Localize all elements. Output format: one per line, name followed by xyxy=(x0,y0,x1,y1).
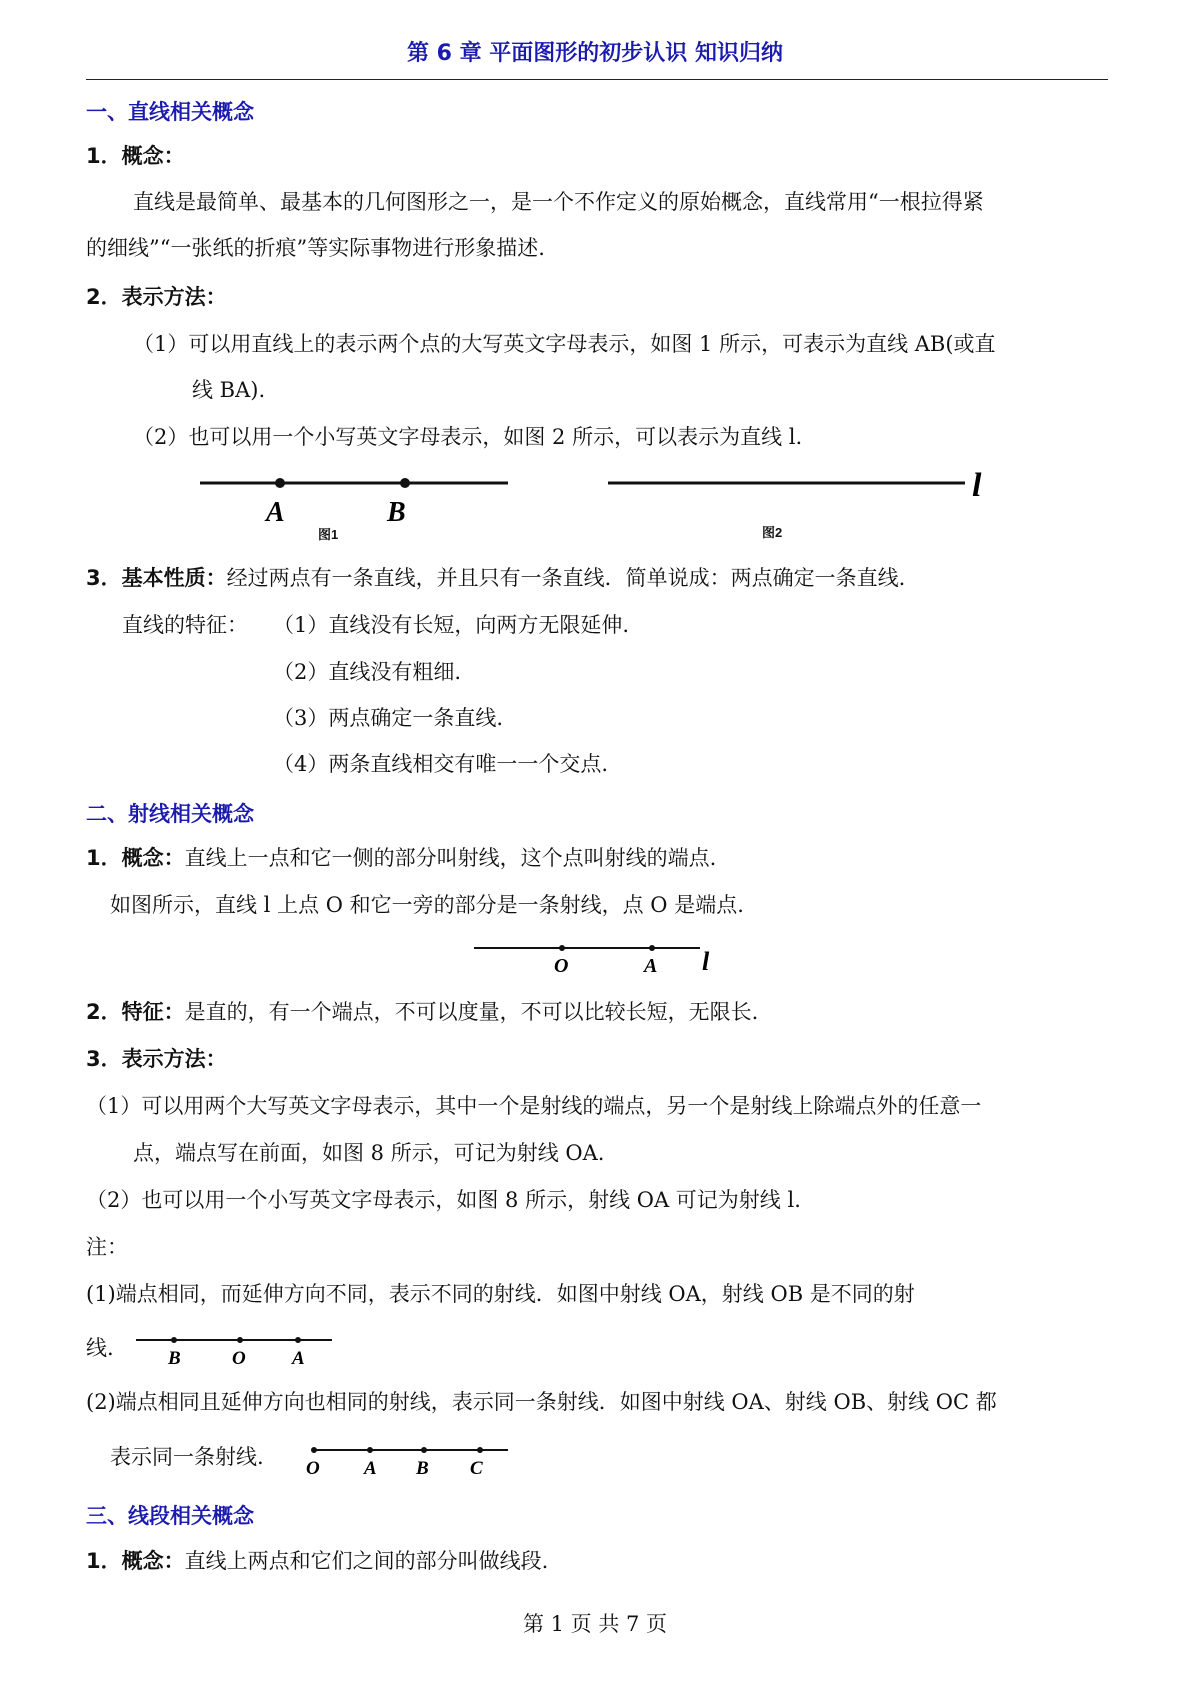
features-label: 直线的特征： xyxy=(122,613,248,637)
title-divider xyxy=(86,79,1108,80)
note-label: 注： xyxy=(86,1235,128,1259)
note2-fig-point-o xyxy=(311,1447,317,1453)
note1-fig-point-o xyxy=(237,1337,243,1343)
note1-fig-point-a xyxy=(295,1337,301,1343)
basic-property xyxy=(86,564,905,592)
page-title: 第 6 章 平面图形的初步认识 知识归纳 xyxy=(407,41,783,66)
ray-fig-label-o: O xyxy=(554,955,569,977)
segment-concept xyxy=(86,1547,548,1575)
fig1-label-b: B xyxy=(387,497,406,528)
figure-1 xyxy=(190,466,520,541)
feature-item: （2）直线没有粗细. xyxy=(273,660,462,684)
ray-fig-label-l: l xyxy=(702,947,710,976)
note2-line1: (2)端点相同且延伸方向也相同的射线，表示同一条射线．如图中射线 OA、射线 OB、射线 OC 都 xyxy=(86,1390,997,1414)
page-footer: 第 1 页 共 7 页 xyxy=(522,1612,668,1636)
ray-notation-label: 3．表示方法： xyxy=(86,1047,227,1071)
feature-item: （4）两条直线相交有唯一一个交点. xyxy=(273,752,609,776)
ray-fig-label-a: A xyxy=(644,955,658,977)
segment-concept-label: 1．概念： xyxy=(86,1549,185,1573)
note2-fig-label-b: B xyxy=(416,1458,429,1479)
segment-concept-text: 直线上两点和它们之间的部分叫做线段. xyxy=(184,1549,549,1573)
feature-item: （3）两点确定一条直线. xyxy=(273,706,504,730)
section-heading-ray: 二、射线相关概念 xyxy=(86,802,254,826)
figure-2 xyxy=(600,466,1000,526)
notation-point2: （2）也可以用一个小写英文字母表示，如图 2 所示，可以表示为直线 l. xyxy=(133,425,803,449)
ray-concept xyxy=(86,844,716,872)
note2-fig-point-c xyxy=(477,1447,483,1453)
note2-line2: 表示同一条射线. xyxy=(110,1445,264,1469)
note2-fig-label-a: A xyxy=(364,1458,377,1479)
fig1-point-b xyxy=(400,478,410,488)
ray-concept-text: 直线上一点和它一侧的部分叫射线，这个点叫射线的端点. xyxy=(184,846,717,870)
fig1-point-a xyxy=(275,478,285,488)
fig2-caption: 图2 xyxy=(762,525,783,540)
note1-fig-point-b xyxy=(171,1337,177,1343)
basic-property-label: 3．基本性质： xyxy=(86,566,227,590)
ray-concept-desc: 如图所示，直线 l 上点 O 和它一旁的部分是一条射线，点 O 是端点. xyxy=(110,893,744,917)
ray-notation-point1-line1: （1）可以用两个大写英文字母表示，其中一个是射线的端点，另一个是射线上除端点外的任意一 xyxy=(86,1094,982,1118)
fig1-caption: 图1 xyxy=(318,527,339,542)
ray-feature-text: 是直的，有一个端点，不可以度量，不可以比较长短，无限长. xyxy=(184,1000,759,1024)
note2-fig-point-a xyxy=(367,1447,373,1453)
ray-feature xyxy=(86,998,758,1026)
concept-text-line2: 的细线”“一张纸的折痕”等实际事物进行形象描述. xyxy=(86,236,545,260)
ray-feature-label: 2．特征： xyxy=(86,1000,185,1024)
notation-point1-line2: 线 BA). xyxy=(192,378,266,402)
ray-fig-point-o xyxy=(559,945,565,951)
note1-figure xyxy=(132,1326,342,1370)
section-heading-line: 一、直线相关概念 xyxy=(86,100,254,124)
note2-fig-label-o: O xyxy=(306,1458,320,1479)
fig2-label-l: l xyxy=(972,467,982,504)
section-heading-segment: 三、线段相关概念 xyxy=(86,1504,254,1528)
note1-line1: (1)端点相同，而延伸方向不同，表示不同的射线．如图中射线 OA，射线 OB 是不同的射 xyxy=(86,1282,915,1306)
basic-property-text: 经过两点有一条直线，并且只有一条直线．简单说成：两点确定一条直线. xyxy=(226,566,906,590)
note2-fig-point-b xyxy=(421,1447,427,1453)
feature-item: （1）直线没有长短，向两方无限延伸. xyxy=(273,613,630,637)
ray-fig-point-a xyxy=(649,945,655,951)
ray-concept-label: 1．概念： xyxy=(86,846,185,870)
notation-label: 2．表示方法： xyxy=(86,285,227,309)
ray-notation-point2: （2）也可以用一个小写英文字母表示，如图 8 所示，射线 OA 可记为射线 l. xyxy=(86,1188,801,1212)
note1-line2: 线. xyxy=(86,1336,114,1360)
note1-fig-label-b: B xyxy=(168,1348,181,1369)
ray-notation-point1-line2: 点，端点写在前面，如图 8 所示，可记为射线 OA. xyxy=(133,1141,605,1165)
note2-fig-label-c: C xyxy=(470,1458,483,1479)
concept-label: 1．概念： xyxy=(86,144,185,168)
note2-figure xyxy=(300,1436,515,1480)
fig1-label-a: A xyxy=(266,497,285,528)
notation-point1-line1: （1）可以用直线上的表示两个点的大写英文字母表示，如图 1 所示，可表示为直线 AB(或直 xyxy=(133,332,996,356)
note1-fig-label-a: A xyxy=(292,1348,305,1369)
ray-figure xyxy=(470,934,730,984)
concept-text-line1: 直线是最简单、最基本的几何图形之一，是一个不作定义的原始概念，直线常用“一根拉得紧 xyxy=(133,190,984,214)
note1-fig-label-o: O xyxy=(232,1348,246,1369)
